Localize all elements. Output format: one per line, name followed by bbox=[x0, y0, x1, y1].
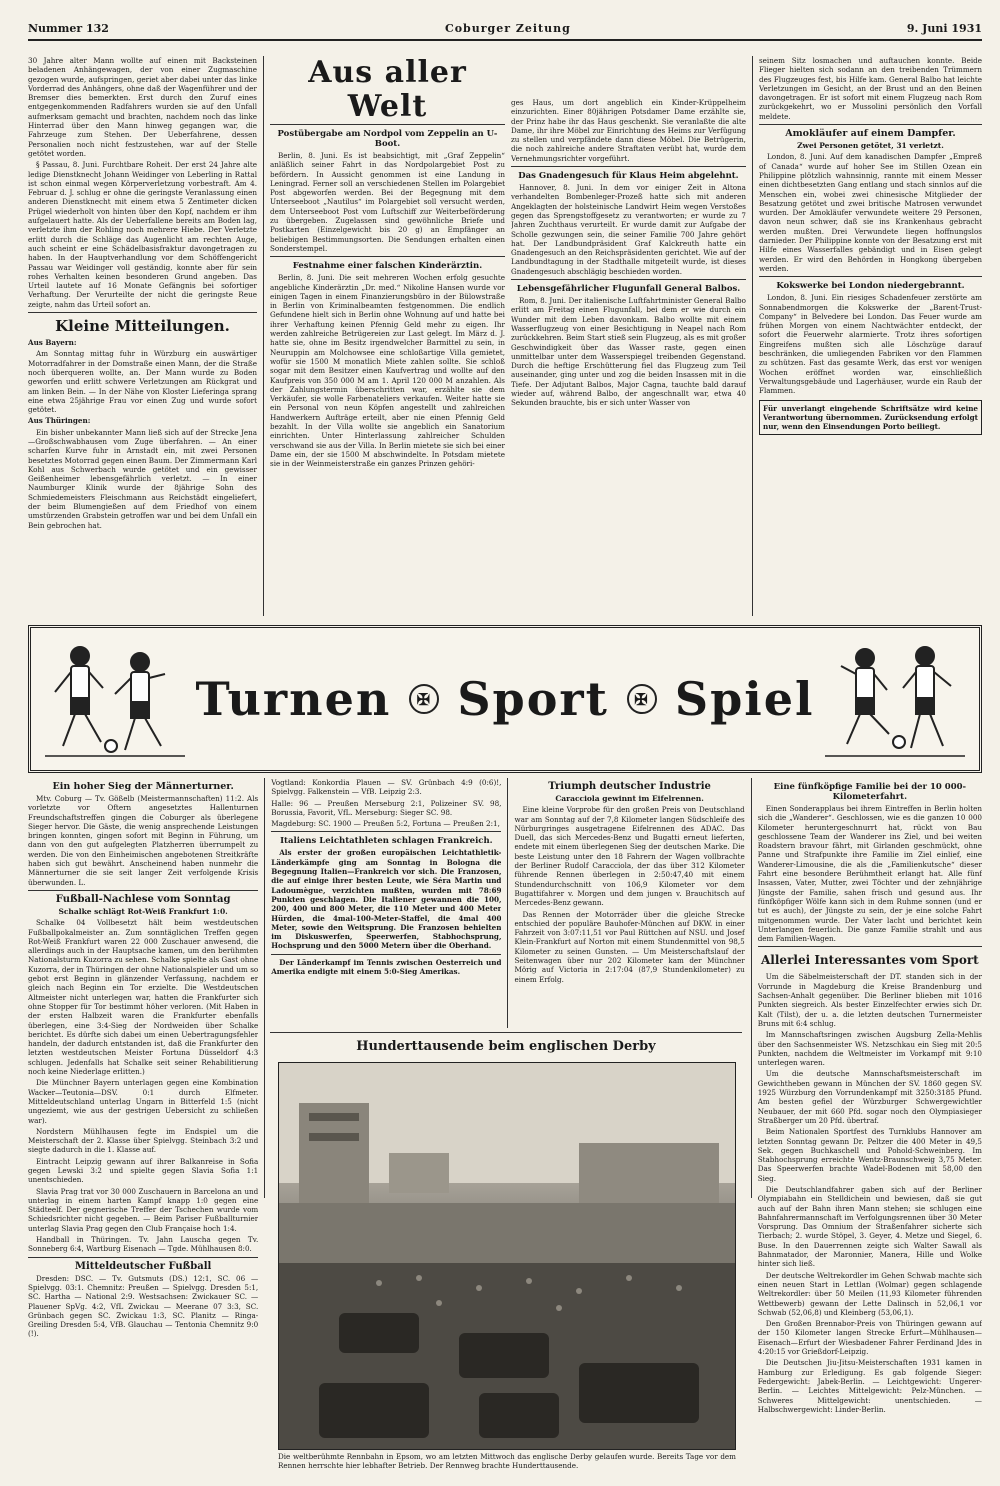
article-headline: Fußball-Nachlese vom Sonntag bbox=[55, 893, 231, 905]
article-text: Einen Sonderapplaus bei ihrem Eintreffen in Berlin holten sich die „Wanderer“. Geschlossen, wie es die ganzen 10 000 Kilometer heruntergeschnurrt hat, rückt von Bau geschlossene Team der Wanderer ins Ziel, und bei weiten Roadstern bravour fährt, mit Girlanden geschmückt, ohne Panne und Strafpunkte ihre Familie im Ziel einlief, eine Wanderer-Limousine, die als die „Familienkutsche“ dieser Fahrt eine besondere Berühmtheit erlangt hat. Alle fünf Insassen, Vater, Mutter, zwei Töchter und der zehnjährige Jüngste der Familie, sahen frisch und gesund aus. Ihr fünfköpfiger Wölfe kann sich in dem Ruhme sonnen (und er tut es auch), der Jüngste zu sein, der je eine solche Fahrt mitgenommen wurde. Der Vater lacht und berichtet kein Unterlangen feuerlich. Die ganze Familie strahlt und aus dem Familien-Wagen. bbox=[757, 804, 982, 944]
column-rule bbox=[263, 56, 264, 616]
divider bbox=[271, 954, 501, 955]
column-rule bbox=[507, 778, 508, 1028]
top-column-1 bbox=[28, 56, 257, 616]
article-text: Slavia Prag trat vor 30 000 Zuschauern in Barcelona an und unterlag in einem harten Kampf knapp 1:0 gegen eine Städteelf. Der gegnerische Treffer der Tschechen wurde vom Schiedsrichter nicht gegeben. — Beim Pariser Fußballturnier unterlag Slavia Prag gegen den Club Française hoch 1:4. bbox=[28, 1186, 259, 1233]
sport-banner bbox=[28, 625, 982, 773]
article-subheadline: Caracciola gewinnt im Eifelrennen. bbox=[555, 794, 704, 803]
divider bbox=[28, 890, 258, 891]
turner-cross-icon: ✠ bbox=[627, 684, 657, 714]
article-headline: Mitteldeutscher Fußball bbox=[74, 1260, 212, 1272]
article-text: Am Sonntag mittag fuhr in Würzburg ein auswärtiger Motorradfahrer in der Domstraße einen Mann, der die Straße noch überqueren wollte, an. Der Mann wurde zu Boden geworfen und erlitt schwere Verletzungen am Rückgrat und am linken Bein. — In der Nähe von Kloster Lieferinga sprang eine etwa 25jährige Frau vor einen Zug und wurde sofort getötet. bbox=[28, 349, 257, 415]
turner-cross-icon: ✠ bbox=[409, 684, 439, 714]
editorial-notice: Für unverlangt eingehende Schriftsätze wird keine Verantwortung übernommen. Zurücksendung erfolgt nur, wenn den Einsendungen Porto beiliegt. bbox=[759, 400, 982, 435]
region-label: Aus Bayern: bbox=[28, 338, 77, 348]
top-column-2 bbox=[270, 56, 505, 616]
article-text: Als erster der großen europäischen Leichtathletik-Länderkämpfe ging am Sonntag in Bologna die Begegnung Italien—Frankreich vor sich. Die Franzosen, die auf einige ihrer besten Leute, wie Séra Martin und Ladoumègue, verzichten mußten, wurden mit 78:69 Punkten geschlagen. Die Italiener gewannen die 100, 200, 400 und 800 Meter, die 110 Meter und 400 Meter Hürden, die 4mal-100-Meter-Staffel, die 4mal 400 Meter, sowie den Weitsprung. Die Franzosen behielten im Diskuswerfen, Speerwerfen, Stabhochsprung, Hochsprung und den 5000 Metern über die Oberhand. bbox=[271, 848, 502, 951]
article-text: Die Münchner Bayern unterlagen gegen eine Kombination Wacker—Teutonia—DSV. 0:1 durch Elfmeter. Mitteldeutschland unterlag Ungarn in Bitterfeld 1:5 (nicht ungeziemt, wie aus der gestrigen Uebersicht zu schließen war). bbox=[28, 1078, 259, 1125]
article-text: London, 8. Juni. Auf dem kanadischen Dampfer „Empreß of Canada“ wurde auf hoher See im Stillen Ozean ein Philippine plötzlich wahnsinnig, rannte mit einem Messer einen dichtbesetzten Gang entlang und stach sinnlos auf die Menschen ein, wobei zwei chinesische Mitglieder der Besatzung getötet und zwei britische Matrosen verwundet wurden. Der Amokläufer verwundete weitere 29 Personen, davon neun schwer, daß sie ins Krankenhaus gebracht werden mußten. Drei Verwundete liegen hoffnungslos darnieder. Der Philippine konnte von der Besatzung erst mit Hilfe eines Wasserfalles gebändigt und in Eisen gelegt werden. Er wird den Behörden in Hongkong übergeben werden. bbox=[758, 152, 982, 273]
article-text: Schalke 04 Vollbesetzt hält beim westdeutschen Fußballpokalmeister an. Zum sonntäglichen Treffen gegen Rot-Weiß Frankfurt waren 22 000 Zuschauer anwesend, die allerdings auch in der Hauptsache kamen, um den berühmten Nationalsturm Kuzorra zu sehen. Schalke spielte als Gast ohne Kuzorra, der in Thüringen der ohne Nationalspieler und um so gebot erst Beginn in glänzender Verfassung, nachdem er gleich nach Beginn ein Tor erzielte. Die Westdeutschen Altmeister nicht unterlegen war, hatten die Frankfurter sich ohne Stopper für Tor bestimmt höher verloren. (Mit Haben in der ersten Halbzeit waren die Frankfurter ebenfalls überlegen, eine 3:4-Sieg der Nordweiden über Schalke berichtet. Es dürfte sich dabei um einen Uebertragungsfehler handeln, der dadurch entstanden ist, daß die Frankfurter den letzten westdeutschen Meister Fortuna Düsseldorf 4:3 schlugen. Jedenfalls hat Schalke seit seiner Rehabilitierung noch keine Niederlage erlitten.) bbox=[28, 918, 259, 1077]
banner-word-spiel: Spiel bbox=[674, 672, 815, 726]
article-headline: Festnahme einer falschen Kinderärztin. bbox=[292, 261, 483, 272]
article-text: Dresden: DSC. — Tv. Gutsmuts (DS.) 12:1, SC. 06 — Spielvgg. 03:1. Chemnitz: Preußen — Spielvgg. Dresden 5:1, SC. Hartha — National 2:9. Westsachsen: Zwickauer SC. — Plauener SpVg. 4:2, VfL Zwickau — Meerane 07 3:3, SC. Grünbach gegen SC. Zwickau 1:3, SC. Planitz — Ringa-Greiling Dresden 5:4, VfB. Glauchau — Tentonia Chemnitz 9:0 (!). bbox=[28, 1273, 259, 1339]
article-headline: Eine fünfköpfige Familie bei der 10 000-Kilometerfahrt. bbox=[773, 782, 967, 802]
article-text: Der deutsche Weltrekordler im Gehen Schwab machte sich einen neuen Start in Lettlan (Wolmar) gegen schlagende Weltrekordler: über 50 Meilen (11,93 Kilometer führenden Wettbewerb) gewann der Lette Dalinsch in 52,06,1 vor Schwab (52,06,8) und Kleinberg (53,06,1). bbox=[757, 1270, 982, 1317]
bottom-column-2 bbox=[271, 778, 501, 1028]
bottom-column-1 bbox=[28, 778, 258, 1478]
region-label: Aus Thüringen: bbox=[28, 416, 91, 426]
column-rule bbox=[752, 56, 753, 616]
article-text: Rom, 8. Juni. Der italienische Luftfahrtminister General Balbo erlitt am Freitag einen Flugunfall, bei dem er wie durch ein Wunder mit dem Leben davonkam. Balbo wollte mit einem Wasserflugzeug von einer Besichtigung in Neapel nach Rom zurückkehren. Beim Start stieß sein Flugzeug, als es mit großer Geschwindigkeit über das Wasser raste, gegen einen unmittelbar unter dem Wasserspiegel treibenden Gegenstand. Durch die heftige Erschütterung fiel das Flugzeug zum Teil auseinander, ging unter und zog die beiden Insassen mit in die Tiefe. Der Adjutant Balbos, Major Cagna, tauchte bald darauf wieder auf, während Balbo, der angeschnallt war, etwa 40 Sekunden brauchte, bis er sich unter Wasser von bbox=[510, 296, 746, 408]
article-text: Eintracht Leipzig gewann auf ihrer Balkanreise in Sofia gegen Lewski 3:2 und spielte gegen Slavia Sofia 1:1 unentschieden. bbox=[28, 1156, 259, 1185]
article-text: Den Großen Brennabor-Preis von Thüringen gewann auf der 150 Kilometer langen Strecke Erfurt—Mühlhausen—Eisenach—Erfurt der Wiesbadener Fahrer Ferdinand Jdes in 4:20:15 vor Grießdorf-Leipzig. bbox=[757, 1319, 982, 1357]
article-headline: Lebensgefährlicher Flugunfall General Balbos. bbox=[516, 284, 741, 295]
top-section bbox=[28, 56, 982, 616]
article-text: Vogtland: Konkordia Plauen — SV. Grünbach 4:9 (0:6)!, Spielvgg. Falkenstein — VfB. Leipzig 2:3. bbox=[271, 778, 502, 797]
article-text: ges Haus, um dort angeblich ein Kinder-Krüppelheim einzurichten. Einer 80jährigen Potsdamer Dame erzählte sie, der Prinz habe ihr das Haus geschenkt. Sie veranlaßte die alte Dame, ihr ihre Möbel zur Einrichtung des Heims zur Verfügung zu stellen und verpfändete dann diese Möbel. Die Betrügerin, die noch zahlreiche andere Straftaten verübt hat, wurde dem Vernehmungsrichter vorgeführt. bbox=[510, 98, 746, 163]
crowd-and-cars-image bbox=[279, 1063, 736, 1450]
article-text: Hannover, 8. Juni. In dem vor einiger Zeit in Altona verhandelten Bombenleger-Prozeß hatte sich mit anderen Angeklagten der holsteinische Landwirt Heim wegen Verstoßes gegen das Sprengstoffgesetz zu verantworten; er wurde zu 7 Jahren Zuchthaus verurteilt. Er wurde damit zur Aufgabe der Scholle gezwungen sein, die seiner Familie 700 Jahre gehört hat. Der Landbundpräsident Graf Kalckreuth hatte ein Gnadengesuch an den Reichspräsidenten gerichtet. Wie auf der Landbundtagung in der Stadthalle mitgeteilt wurde, ist dieses Gnadengesuch abschlägig beschieden worden. bbox=[510, 183, 746, 276]
article-text: Handball in Thüringen. Tv. Jahn Lauscha gegen Tv. Sonneberg 6:4, Wartburg Eisenach — Tgde. Mühlhausen 8:0. bbox=[28, 1235, 259, 1254]
article-text: Magdeburg: SC. 1900 — Preußen 5:2, Fortuna — Preußen 2:1, bbox=[271, 819, 500, 829]
article-subheadline: Zwei Personen getötet, 31 verletzt. bbox=[797, 141, 944, 151]
article-headline: Ein hoher Sieg der Männerturner. bbox=[52, 781, 234, 792]
column-rule bbox=[264, 778, 265, 1198]
divider bbox=[759, 276, 982, 277]
football-players-illustration bbox=[825, 634, 965, 764]
article-subheadline: Schalke schlägt Rot-Weiß Frankfurt 1:0. bbox=[58, 906, 228, 916]
divider bbox=[759, 124, 982, 125]
divider bbox=[758, 946, 982, 947]
banner-word-sport: Sport bbox=[457, 672, 609, 726]
section-title: Aus aller Welt bbox=[270, 56, 505, 125]
divider bbox=[28, 312, 257, 313]
paper-name: Coburger Zeitung bbox=[444, 22, 571, 35]
section-heading: Allerlei Interessantes vom Sport bbox=[761, 953, 979, 968]
article-text: Beim Nationalen Sportfest des Turnklubs Hannover am letzten Sonntag gewann Dr. Peltzer die 400 Meter in 49,5 Sek. gegen Buchkaschell und Pohold-Schweinberg. Im Stabhochsprung erreichte Wentz-Braunschweig 3,75 Meter. Das Speerwerfen brachte Wadel-Bodenen mit 58,00 den Sieg. bbox=[757, 1127, 982, 1183]
photo-title: Hunderttausende beim englischen Derby bbox=[270, 1032, 742, 1058]
column-rule bbox=[751, 778, 752, 1198]
divider bbox=[270, 256, 505, 257]
article-text: Um die Säbelmeisterschaft der DT. standen sich in der Vorrunde in Magdeburg die Kreise Brandenburg und Sachsen-Anhalt gegenüber. Die Berliner blieben mit 1016 Punkten siegreich. Als bester Einzelfechter erwies sich Dr. Kalt (Tilst), der u. a. die letzten deutschen Turnermeister Bruns mit 6:4 schlug. bbox=[757, 972, 982, 1028]
banner-word-turnen: Turnen bbox=[195, 672, 392, 726]
issue-date: 9. Juni 1931 bbox=[906, 22, 982, 35]
article-text: Um die deutsche Mannschaftsmeisterschaft im Gewichtheben gewann in München der SV. 1860 gegen SV. 1925 Würzburg den Vorrundenkampf mit 3250:3185 Pfund. Am besten gefiel der Würzburger Schwergewichtler Neubauer, der mit 660 Pfd. sogar noch den Olympiasieger Straßberger um 20 Pfd. übertraf. bbox=[757, 1069, 982, 1125]
top-column-3 bbox=[511, 56, 746, 616]
article-headline: Kokswerke bei London niedergebrannt. bbox=[776, 281, 965, 292]
article-text: Im Mannschaftsringen zwischen Augsburg Zella-Mehlis über den Sachsenmeister WS. Netzschkau ein Sieg mit 20:5 Punkten, nachdem die Weltmeister im Vorkampf mit 9:10 unterlegen waren. bbox=[757, 1030, 982, 1068]
football-players-illustration bbox=[45, 634, 185, 764]
bottom-column-3 bbox=[514, 778, 744, 1028]
photo-caption: Die weltberühmte Rennbahn in Epsom, wo am letzten Mittwoch das englische Derby gelaufen wurde. Bereits Tage vor dem Rennen herrschte hier lebhafter Betrieb. Der Rennweg brachte Hunderttausende. bbox=[278, 1452, 736, 1470]
divider bbox=[28, 1257, 258, 1258]
article-text: Eine kleine Vorprobe für den großen Preis von Deutschland war am Sonntag auf der 7,8 Kilometer langen Südschleife des Nürburgringes ausgetragene Eifelrennen des ADAC. Das Duell, das sich Mercedes-Benz und Bugatti erneut lieferten, endete mit einem überlegenen Sieg der deutschen Marke. Die beste Leistung unter den 18 Fahrern der Wagen vollbrachte der Berliner Rudolf Caracciola, der das über 312 Kilometer führende Rennen überlegen in 2:50:47,40 mit einem Stundendurchschnitt von 106,9 Kilometer vor dem Bugattifahrer v. Morgen und dem jungen v. Brauchitsch auf Mercedes-Benz gewann. bbox=[514, 805, 745, 908]
article-headline: Das Gnadengesuch für Klaus Heim abgelehnt. bbox=[518, 171, 739, 182]
article-text: Ein bisher unbekannter Mann ließ sich auf der Strecke Jena—Großschwabhausen vom Zuge überfahren. — An einer scharfen Kurve fuhr in Arnstadt ein, mit zwei Personen besetztes Motorrad gegen einen Baum. Der Zimmermann Karl Kohl aus Schwerbach wurde getötet und ein gewisser Geißenheimer lebensgefährlich verletzt. — In einer Naumburger Klinik wurde der 8jährige Sohn des Schmiedemeisters Fleischmann aus Reichstädt eingeliefert, der beim Blumengießen auf dem Friedhof von einem umstürzenden Grabstein getroffen war und bei dem Unfall ein Bein gebrochen hat. bbox=[28, 427, 257, 530]
article-headline: Amokläufer auf einem Dampfer. bbox=[785, 128, 956, 140]
derby-photograph bbox=[278, 1062, 736, 1450]
issue-number: Nummer 132 bbox=[28, 22, 109, 35]
article-text: London, 8. Juni. Ein riesiges Schadenfeuer zerstörte am Sonnabendmorgen die Kokswerke der „Barent-Trust-Company“ in Belvedere bei London. Das Feuer wurde am frühen Morgen von einem Nachtwächter entdeckt, der sofort die Feuerwehr alarmierte. Trotz ihres sofortigen Eingreifens mußten sich alle Löschzüge darauf beschränken, die umliegenden Fabriken vor den Flammen zu schützen. Fast das gesamte Werk, das erst vor wenigen Wochen eröffnet worden war, einschließlich Verwaltungsgebäude und Lagerhäuser, wurde ein Raub der Flammen. bbox=[758, 293, 982, 396]
section-heading: Kleine Mitteilungen. bbox=[55, 317, 230, 336]
article-text: Berlin, 8. Juni. Es ist beabsichtigt, mit „Graf Zeppelin“ anläßlich seiner Fahrt in das Nordpolargebiet Post zu befördern. In Aussicht genommen ist eine Landung in Leningrad. Ferner soll an verschiedenen Stellen im Polargebiet Post abgeworfen werden. Bei der Begegnung mit dem Unterseeboot „Nautilus“ im Polargebiet soll versucht werden, dem Unterseeboot Post vom Luftschiff zur Weiterbeförderung zu übergeben. Zugelassen sind gewöhnliche Briefe und Postkarten (Einzelgewicht bis 20 g) an Empfänger an beliebigen Bestimmungsorten. Die Sendungen erhalten einen Sonderstempel. bbox=[270, 151, 505, 253]
article-text: Mtv. Coburg — Tv. Gößelb (Meistermannschaften) 11:2. Als vorletzte vor Oftern angesetztes Hallenturnen Freundschaftstreffen gingen die Coburger als überlegene Sieger hervor. Die Gäste, die wenig ansprechende Leistungen bringen konnten, gingen sofort mit Beginn in Führung, um dann von den gut aufgelegten Platzherren überrumpelt zu werden. Die von den Einheimischen angebotenen Streitkräfte haben sich gut bewährt. Anscheinend haben nunmehr die Männerturner die sie seit langer Zeit verfolgende Krisis überwunden. L. bbox=[28, 794, 259, 887]
article-headline: Italiens Leichtathleten schlagen Frankreich. bbox=[280, 836, 493, 847]
article-text: 30 Jahre alter Mann wollte auf einen mit Backsteinen beladenen Anhängewagen, der von einer Zugmaschine gezogen wurde, aufspringen, geriet aber dabei unter das linke Vorderrad des Anhängers, ohne daß der Wagenführer und der Bremser dies bemerkten. Erst durch den Zuruf eines entgegenkommenden Radfahrers wurden sie auf den Unfall aufmerksam gemacht und brachten, nachdem noch das linke Hinterrad über den Mann hinweg gegangen war, die Fahrzeuge zum Stehen. Der Ueberfahrene, dessen Personalien noch nicht festzustehen, war auf der Stelle getötet worden. bbox=[28, 56, 257, 158]
article-text: Nordstern Mühlhausen fegte im Endspiel um die Meisterschaft der 2. Klasse über Spielvgg. Steinbach 3:2 und siegte dadurch in die 1. Klasse auf. bbox=[28, 1126, 259, 1155]
article-headline: Triumph deutscher Industrie bbox=[548, 781, 711, 792]
divider bbox=[511, 166, 746, 167]
top-column-4 bbox=[759, 56, 982, 616]
article-text: Berlin, 8. Juni. Die seit mehreren Wochen erfolg gesuchte angebliche Kinderärztin „Dr. med.“ Nikoline Hansen wurde vor einigen Tagen in einem Finanzierungsbüro in der Bülowstraße in Berlin von Kriminalbeamten festgenommen. Die endlich Gefundene hielt sich in Berlin ohne Wohnung auf und hatte bei ihrer Verhaftung keinen Pfennig Geld mehr zu eigen. Ihr werden zahlreiche Betrügereien zur Last gelegt. Im März d. J. hatte sie, ohne im Besitz irgendwelcher Barmittel zu sein, in Neuruppin am Molchowsee eine schloßartige Villa gemietet, wofür sie 1500 M monatlich Miete zahlen sollte. Sie schloß sogar mit dem Besitzer einen Kaufvertrag und wollte auf den Kaufpreis von 350 000 M am 1. April 120 000 M anzahlen. Als der Zahlungstermin überschritten war, erzählte sie dem Verkäufer, sie wolle Farbenateliers verkaufen. Weiter hatte sie ein Personal von neun Köpfen angestellt und zahlreichen Handwerkern Aufträge erteilt, aber nie einen Pfennig Geld bezahlt. In der Villa wollte sie angeblich ein Sanatorium einrichten. Unter Hinterlassung zahlreicher Schulden verschwand sie aus der Villa. In Berlin mietete sie sich bei einer Dame ein, der sie 1500 M abschwindelte. In Potsdam mietete sie in der Weinmeisterstraße ein ganzes Prinzen gehöri- bbox=[270, 273, 505, 469]
article-text: seinem Sitz losmachen und auftauchen konnte. Beide Flieger hielten sich sodann an den treibenden Trümmern des Flugzeuges fest, bis Hilfe kam. General Balbo hat leichte Verletzungen im Gesicht, an der Brust und an den Beinen davongetragen. Er ist sofort mit einem Flugzeug nach Rom zurückgekehrt, wo er Mussolini persönlich den Vorfall meldete. bbox=[758, 56, 982, 121]
article-headline: Postübergabe am Nordpol vom Zeppelin an U-Boot. bbox=[277, 129, 498, 149]
banner-words bbox=[195, 672, 814, 726]
bottom-column-4 bbox=[758, 778, 982, 1478]
article-text: Halle: 96 — Preußen Merseburg 2:1, Polizeiner SV. 98, Borussia, Favorit, VfL. Merseburg: Sieger SC. 98. bbox=[271, 798, 502, 817]
article-text: Die Deutschlandfahrer gaben sich auf der Berliner Olympiabahn ein Stelldichein und bewiesen, daß sie gut auch auf der Bahn ihren Mann stehen; sie schlugen eine Bahnfahrermannschaft im Verfolgungsrennen über 30 Meter Vorsprung. Das Omnium der Straßenfahrer sicherte sich Tierbach; 2. wurde Stöpel, 3. Geyer, 4. Metze und Siegel, 6. Buse. In den Dauerrennen zeigte sich Walter Sawall als Bahnmatador, der Maronnier, Manera, Hille und Wolke hinter sich ließ. bbox=[757, 1184, 982, 1269]
masthead bbox=[28, 22, 982, 41]
article-text: Das Rennen der Motorräder über die gleiche Strecke entschied der populäre Bauhofer-München auf DKW. in einer Fahrzeit von 3:07:11,51 vor Paul Rüttchen auf NSU. und Josef Klein-Frankfurt auf Norton mit einem Stundenmittel von 98,5 Kilometer zu seinen Gunsten. — Um Meisterschaftslauf der Seitenwagen über nur 202 Kilometer kam der Münchner Mörig auf Victoria in 2:17:04 (87,9 Stundenkilometer) zu einem Erfolg. bbox=[514, 909, 745, 984]
divider bbox=[511, 279, 746, 280]
article-text: § Passau, 8. Juni. Furchtbare Roheit. Der erst 24 Jahre alte ledige Dienstknecht Johann Weidinger von Leberling in Rattal ist schon einmal wegen Körperverletzung vorbestraft. Am 4. Februar d. J. schlug er ohne die geringste Veranlassung einen anderen Dienstknecht mit einem etwa 5 Zentimeter dicken Prügel wiederholt von hinten über den Kopf, nachdem er ihm aufgelauert hatte. Als der Ueberfallene bereits am Boden lag, verletzte ihm der Rohling noch mehrere Hiebe. Der Verletzte erlitt durch die Schläge das Augenlicht am rechten Auge, auch scheint er eine Schädelbasisfraktur davongetragen zu haben. In der Hauptverhandlung vor dem Schöffengericht Passau war Weidinger voll geständig, konnte aber für sein rohes Verhalten keinen besonderen Grund angeben. Das Urteil lautete auf 16 Monate Gefängnis bei sofortiger Verhaftung. Der Verurteilte der nicht die geringste Reue zeigte, nahm das Urteil sofort an. bbox=[28, 160, 257, 309]
article-text: Der Länderkampf im Tennis zwischen Oesterreich und Amerika endigte mit einem 5:0-Sieg Amerikas. bbox=[271, 957, 502, 977]
article-text: Die Deutschen Jiu-Jitsu-Meisterschaften 1931 kamen in Hamburg zur Erledigung. Es gab folgende Sieger: Federgewicht: Jabek-Berlin. — Leichtgewicht: Ungerer-Berlin. — Leichtes Mittelgewicht: Pelz-München. — Schweres Mittelgewicht: unentschieden. — Halbschwergewicht: Linder-Berlin. bbox=[757, 1358, 982, 1414]
divider bbox=[271, 831, 501, 832]
